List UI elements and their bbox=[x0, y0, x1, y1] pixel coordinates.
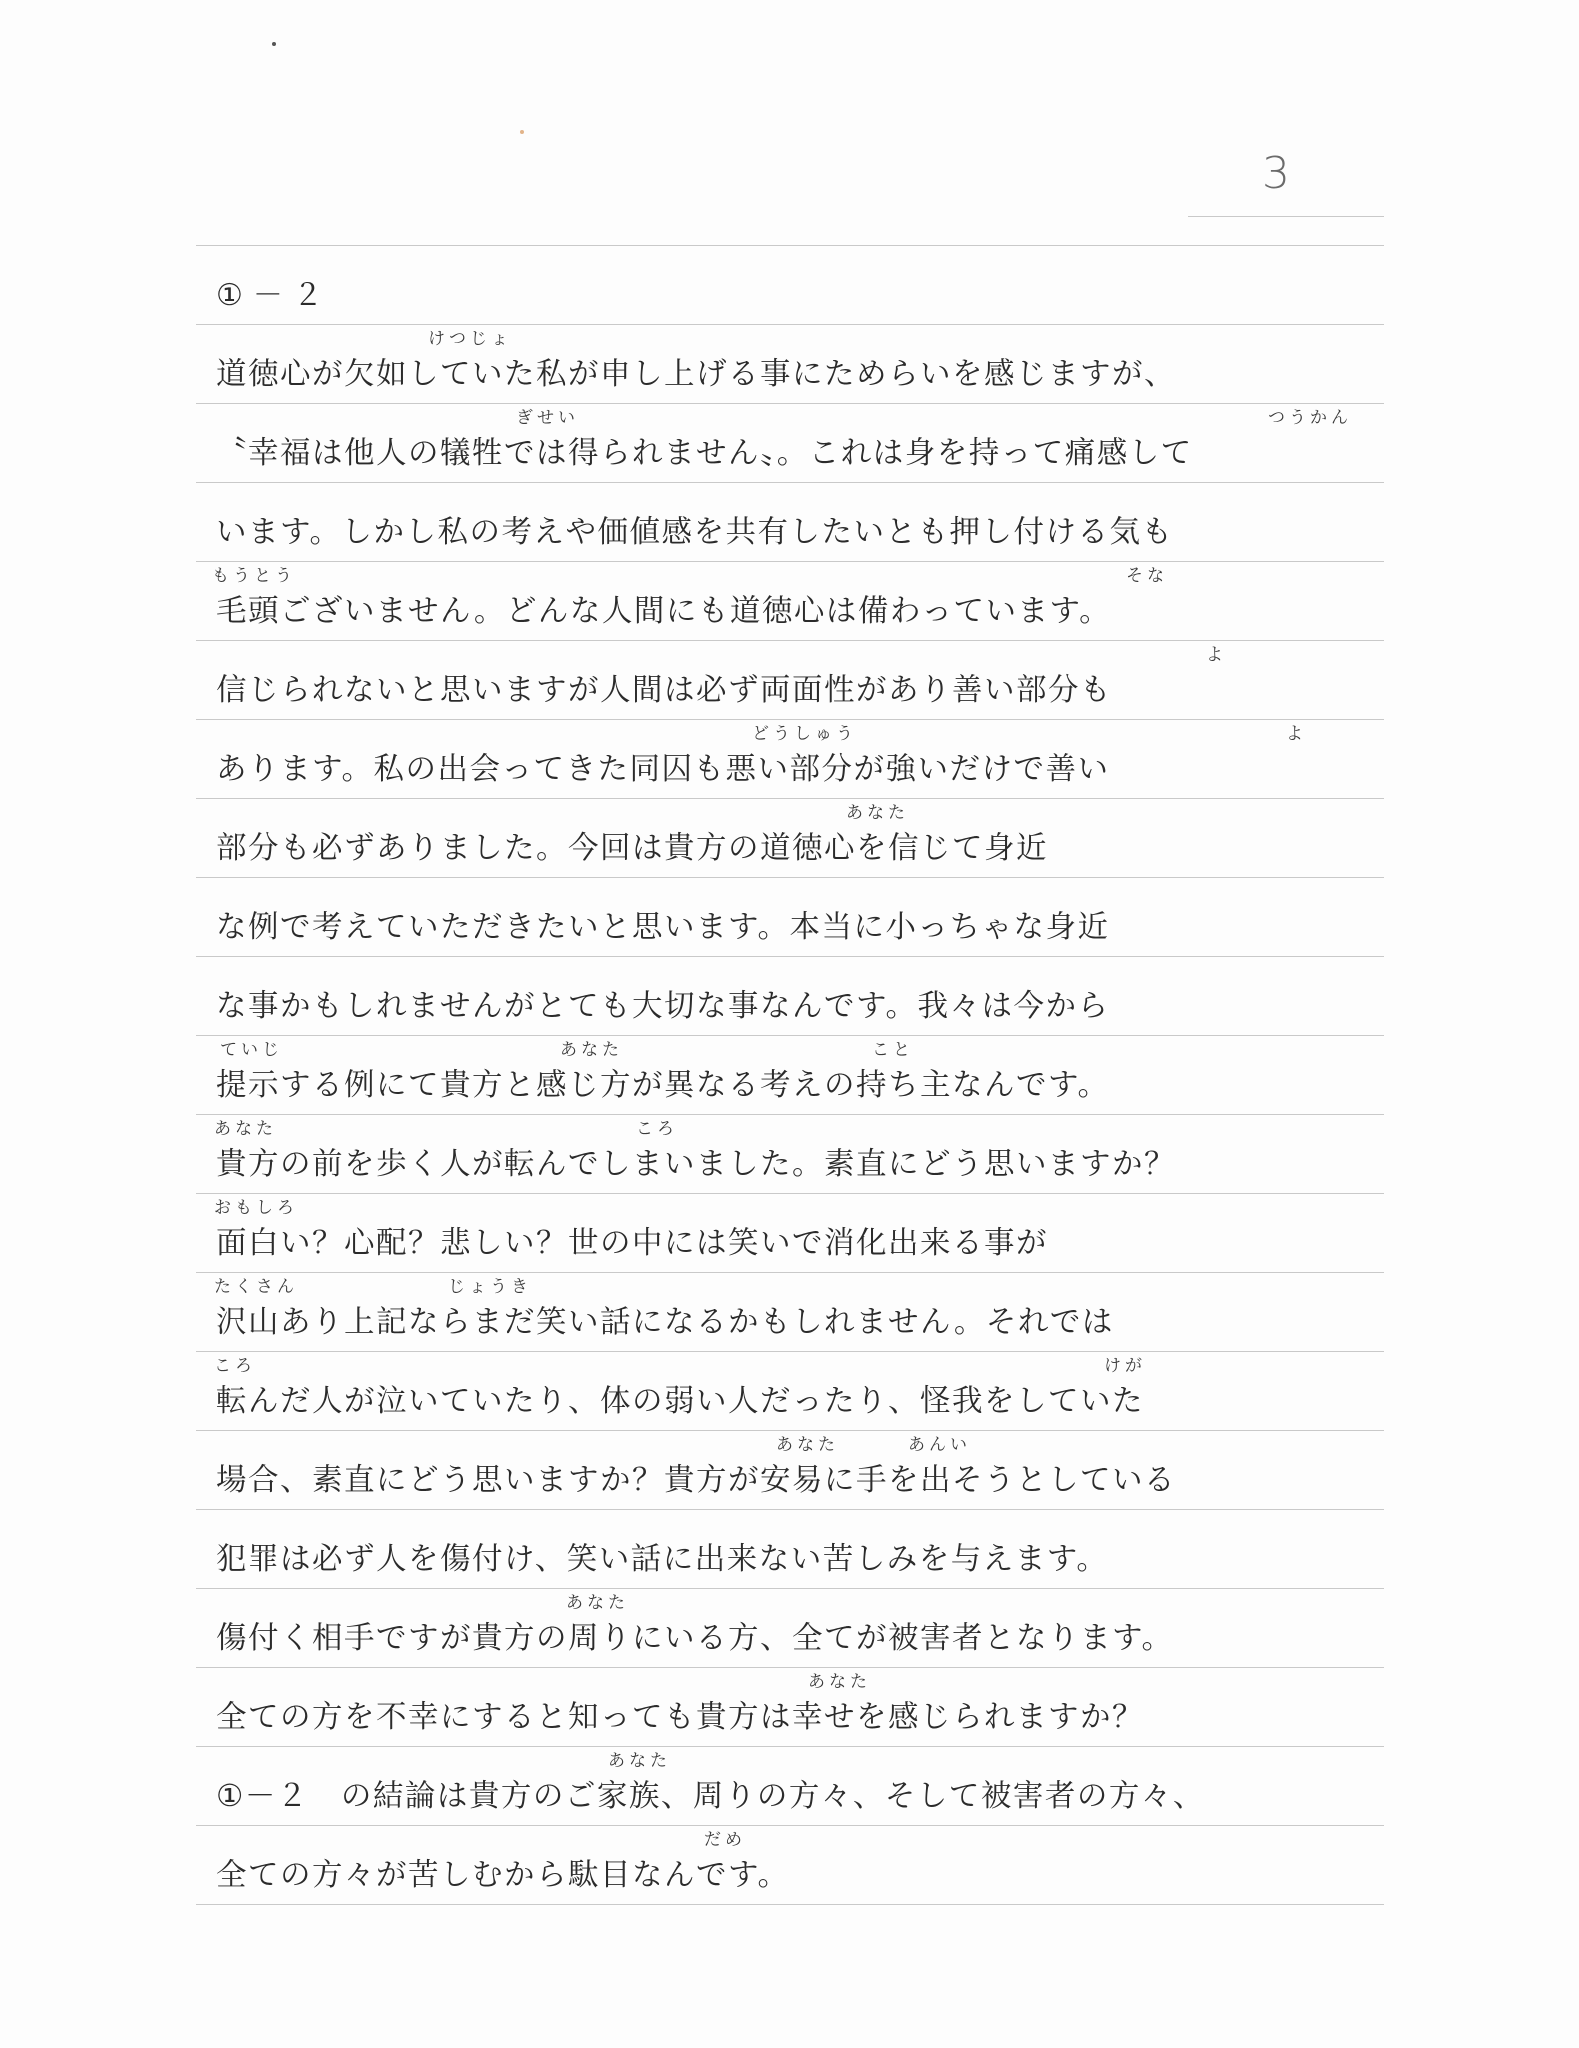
text-line bbox=[216, 1825, 1416, 1904]
line-text: 全ての方を不幸にすると知っても貴方は幸せを感じられますか？ bbox=[216, 1700, 1144, 1735]
text-line bbox=[216, 403, 1416, 482]
furigana: あなた bbox=[776, 1435, 839, 1455]
furigana: あんい bbox=[908, 1435, 971, 1455]
line-text: 道徳心が欠如していた私が申し上げる事にためらいを感じますが、 bbox=[216, 357, 1176, 392]
text-line bbox=[216, 1430, 1416, 1509]
line-text: な事かもしれませんがとても大切な事なんです。我々は今から bbox=[216, 989, 1110, 1024]
ruled-line bbox=[196, 1904, 1384, 1905]
line-text: ①－２ の結論は貴方のご家族、周りの方々、そして被害者の方々、 bbox=[216, 1779, 1205, 1814]
page-number: 3 bbox=[1262, 148, 1290, 199]
furigana: ころ bbox=[636, 1119, 678, 1139]
furigana: よ bbox=[1206, 645, 1227, 665]
furigana: どうしゅう bbox=[752, 724, 857, 744]
line-text: な例で考えていただきたいと思います。本当に小っちゃな身近 bbox=[216, 910, 1110, 945]
text-line bbox=[216, 324, 1416, 403]
line-text: 部分も必ずありました。今回は貴方の道徳心を信じて身近 bbox=[216, 831, 1048, 866]
text-line bbox=[216, 1509, 1416, 1588]
furigana: あなた bbox=[846, 803, 909, 823]
furigana: よ bbox=[1286, 724, 1307, 744]
section-heading-line bbox=[216, 245, 1416, 324]
page-number-rule bbox=[1188, 216, 1384, 217]
furigana: ていじ bbox=[220, 1040, 283, 1060]
line-text: 全ての方々が苦しむから駄目なんです。 bbox=[216, 1858, 790, 1893]
line-text: 提示する例にて貴方と感じ方が異なる考えの持ち主なんです。 bbox=[216, 1068, 1110, 1103]
furigana: あなた bbox=[808, 1672, 871, 1692]
text-line bbox=[216, 482, 1416, 561]
furigana: たくさん bbox=[214, 1277, 298, 1297]
furigana: けが bbox=[1104, 1356, 1146, 1376]
text-line bbox=[216, 1588, 1416, 1667]
furigana: あなた bbox=[214, 1119, 277, 1139]
paper-speck bbox=[272, 42, 276, 46]
text-line bbox=[216, 1035, 1416, 1114]
text-line bbox=[216, 798, 1416, 877]
paper-speck bbox=[520, 130, 524, 134]
furigana: じょうき bbox=[448, 1277, 532, 1297]
line-text: 傷付く相手ですが貴方の周りにいる方、全てが被害者となります。 bbox=[216, 1621, 1174, 1656]
line-text: います。しかし私の考えや価値感を共有したいとも押し付ける気も bbox=[216, 515, 1174, 550]
furigana: あなた bbox=[608, 1751, 671, 1771]
furigana: おもしろ bbox=[214, 1198, 298, 1218]
line-text: 転んだ人が泣いていたり、体の弱い人だったり、怪我をしていた bbox=[216, 1384, 1144, 1419]
furigana: そな bbox=[1126, 566, 1168, 586]
text-line bbox=[216, 1272, 1416, 1351]
text-line bbox=[212, 561, 1416, 640]
furigana: つうかん bbox=[1268, 408, 1352, 428]
furigana: だめ bbox=[704, 1830, 746, 1850]
furigana: あなた bbox=[560, 1040, 623, 1060]
text-line bbox=[216, 1667, 1416, 1746]
line-text: 毛頭ございません。どんな人間にも道徳心は備わっています。 bbox=[216, 594, 1112, 629]
line-text: 犯罪は必ず人を傷付け、笑い話に出来ない苦しみを与えます。 bbox=[216, 1542, 1109, 1577]
furigana: もうとう bbox=[212, 566, 296, 586]
text-line bbox=[216, 1193, 1416, 1272]
line-text: 沢山あり上記ならまだ笑い話になるかもしれません。それでは bbox=[216, 1305, 1114, 1340]
line-text: 信じられないと思いますが人間は必ず両面性があり善い部分も bbox=[216, 673, 1112, 708]
section-heading: ①－２ bbox=[216, 278, 333, 313]
line-text: 面白い？心配？悲しい？世の中には笑いで消化出来る事が bbox=[216, 1226, 1048, 1261]
text-line bbox=[216, 640, 1416, 719]
text-line bbox=[216, 1351, 1416, 1430]
line-text: あります。私の出会ってきた同囚も悪い部分が強いだけで善い bbox=[216, 752, 1110, 787]
furigana: けつじょ bbox=[428, 329, 512, 349]
text-line bbox=[216, 956, 1416, 1035]
line-text: 〝幸福は他人の犠牲では得られません〟。これは身を持って痛感して bbox=[216, 436, 1193, 471]
text-line bbox=[216, 1746, 1416, 1825]
text-line bbox=[216, 1114, 1416, 1193]
line-text: 貴方の前を歩く人が転んでしまいました。素直にどう思いますか？ bbox=[216, 1147, 1176, 1182]
furigana: ころ bbox=[214, 1356, 256, 1376]
furigana: こと bbox=[872, 1040, 914, 1060]
text-line bbox=[216, 719, 1416, 798]
furigana: ぎせい bbox=[516, 408, 579, 428]
line-text: 場合、素直にどう思いますか？貴方が安易に手を出そうとしている bbox=[216, 1463, 1176, 1498]
furigana: あなた bbox=[566, 1593, 629, 1613]
text-line bbox=[216, 877, 1416, 956]
